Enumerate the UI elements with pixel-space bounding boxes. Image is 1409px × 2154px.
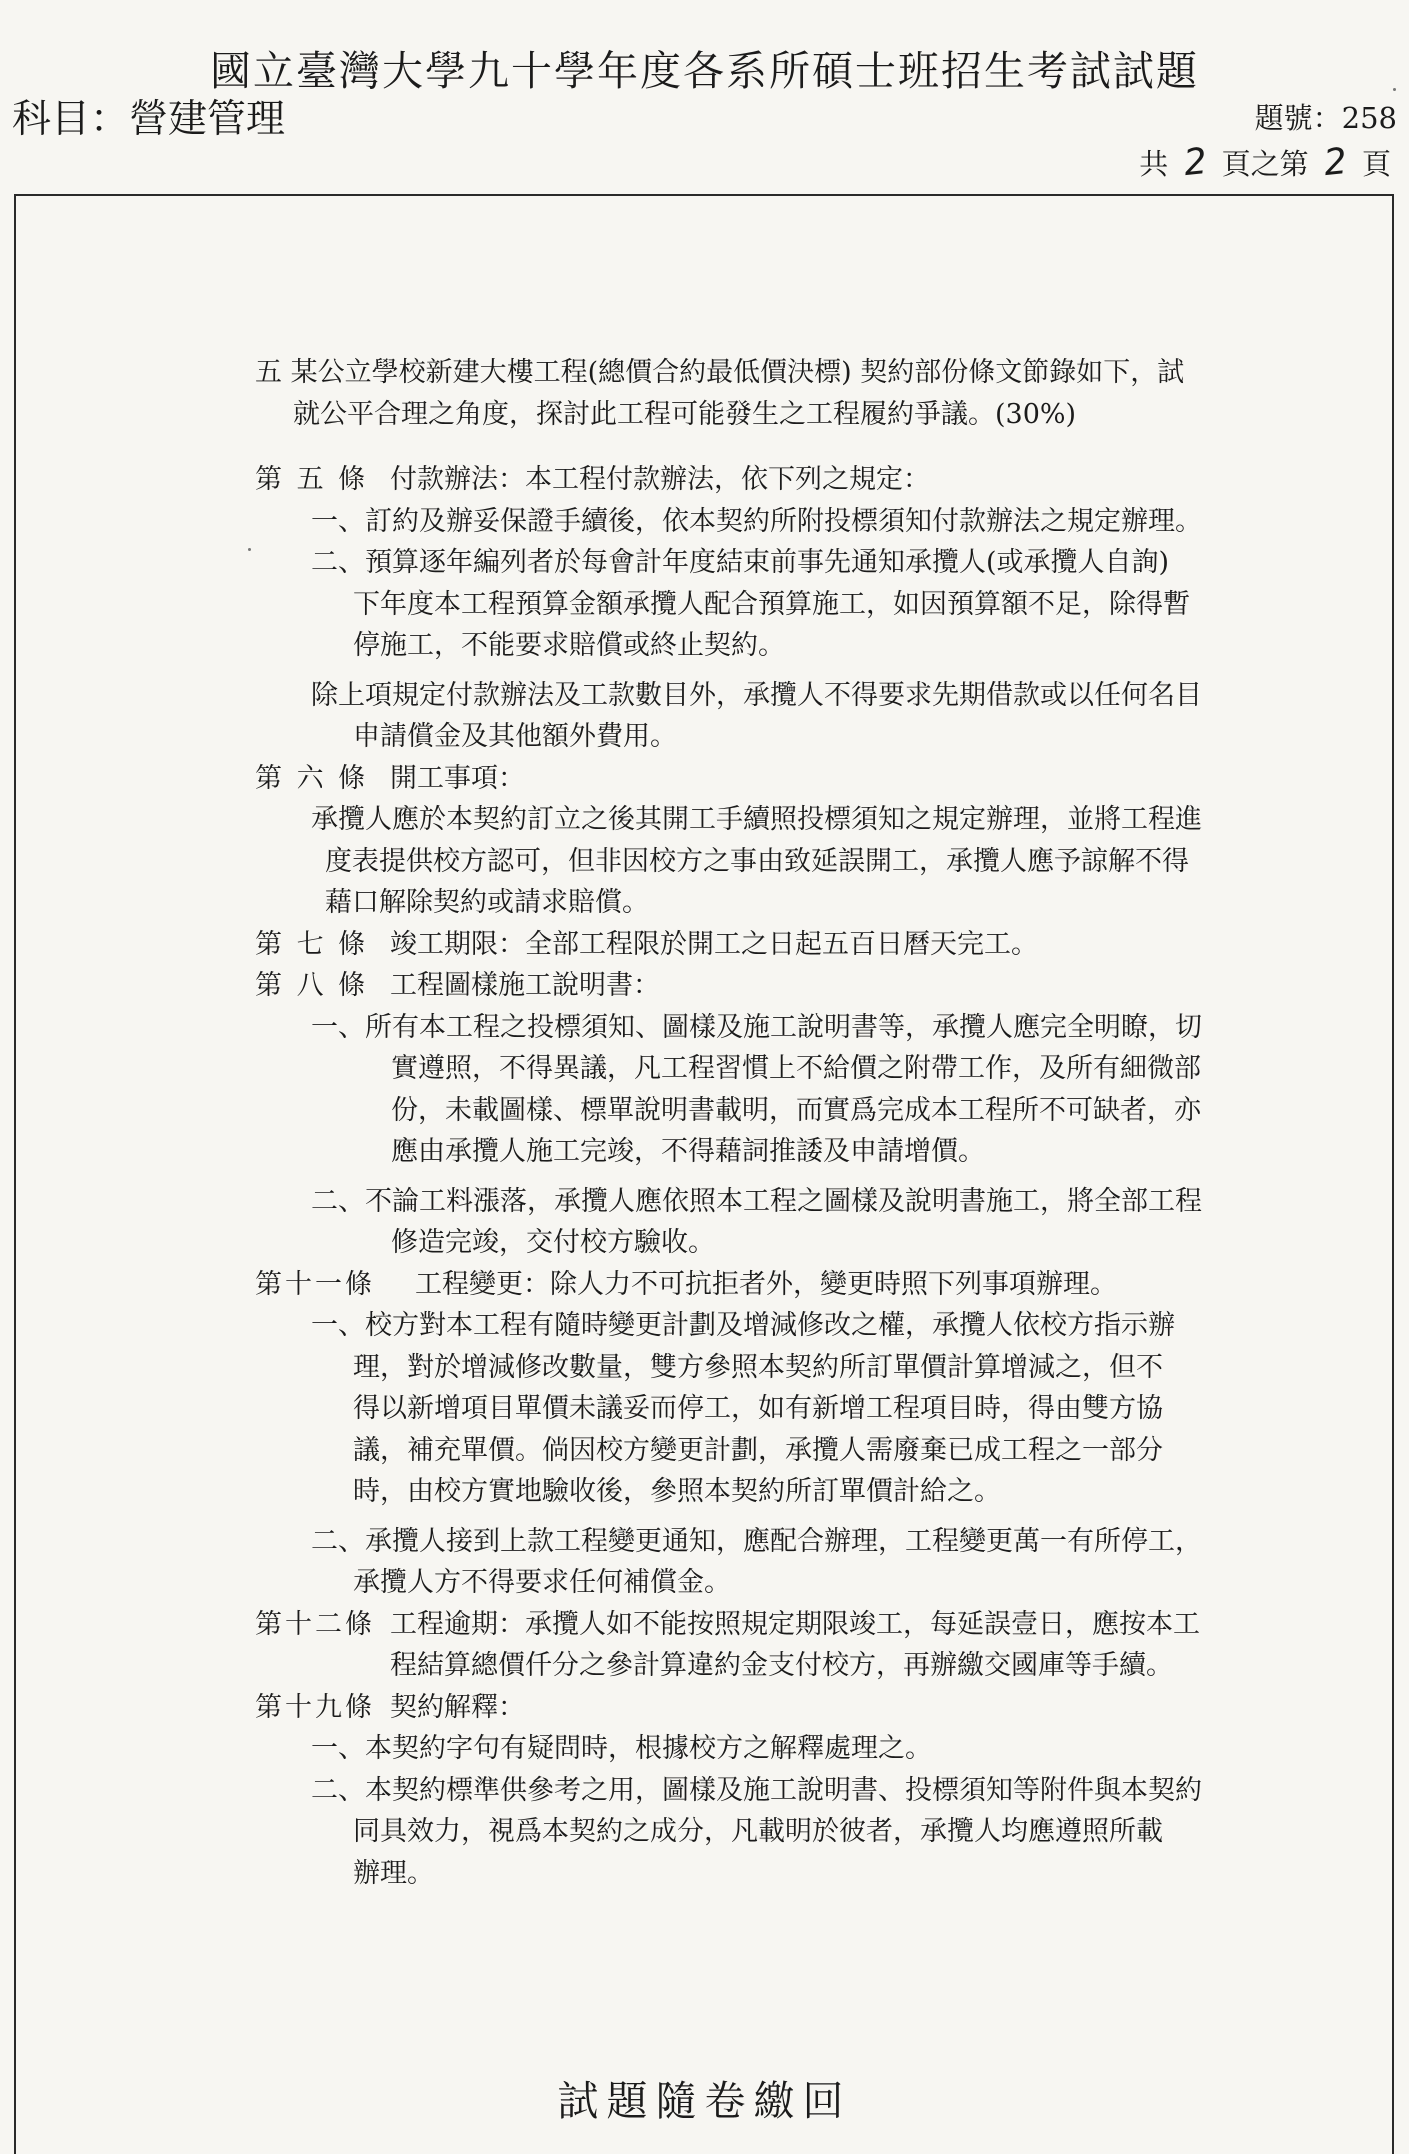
scan-speck xyxy=(248,548,251,551)
article-title: 開工事項： xyxy=(390,762,525,794)
article-12-heading xyxy=(255,1604,1200,1646)
pages-suffix: 頁 xyxy=(1361,147,1391,181)
exam-body xyxy=(255,352,1202,1894)
article-label: 第 五 條 xyxy=(255,464,369,495)
article-title: 付款辦法：本工程付款辦法，依下列之規定： xyxy=(390,464,930,495)
article-11-line: 得以新增項目單價未議妥而停工，如有新增工程項目時，得由雙方協 xyxy=(353,1393,1163,1424)
article-title: 工程變更：除人力不可抗拒者外，變更時照下列事項辦理。 xyxy=(415,1268,1117,1300)
scan-speck xyxy=(1393,88,1396,91)
article-6-line: 度表提供校方認可，但非因校方之事由致延誤開工，承攬人應予諒解不得 xyxy=(325,845,1189,877)
article-title: 工程逾期：承攬人如不能按照規定期限竣工，每延誤壹日，應按本工 xyxy=(390,1608,1200,1640)
article-5-line: 二、預算逐年編列者於每會計年度結束前事先通知承攬人(或承攬人自詢) xyxy=(311,547,1170,578)
pages-prefix: 共 xyxy=(1139,147,1169,181)
article-8-line: 一、所有本工程之投標須知、圖樣及施工說明書等，承攬人應完全明瞭，切 xyxy=(311,1011,1202,1043)
article-19-line: 同具效力，視爲本契約之成分，凡載明於彼者，承攬人均應遵照所載 xyxy=(353,1816,1163,1847)
article-5-heading xyxy=(255,459,1195,501)
article-8-line: 修造完竣，交付校方驗收。 xyxy=(391,1227,715,1258)
article-12-line: 程結算總價仟分之參計算違約金支付校方，再辦繳交國庫等手續。 xyxy=(390,1650,1173,1681)
article-8-line: 實遵照，不得異議，凡工程習慣上不給價之附帶工作，及所有細微部 xyxy=(391,1053,1201,1084)
article-19-heading xyxy=(255,1687,1195,1729)
article-6-line: 承攬人應於本契約訂立之後其開工手續照投標須知之規定辦理，並將工程進 xyxy=(311,804,1202,835)
article-11-line: 一、校方對本工程有隨時變更計劃及增減修改之權，承攬人依校方指示辦 xyxy=(311,1310,1175,1341)
article-11-line: 時，由校方實地驗收後，參照本契約所訂單價計給之。 xyxy=(353,1476,1001,1507)
article-11-line: 理，對於增減修改數量，雙方參照本契約所訂單價計算增減之，但不 xyxy=(353,1351,1163,1383)
pages-current-handwritten: 2 xyxy=(1321,140,1349,185)
article-19-line: 一、本契約字句有疑問時，根據校方之解釋處理之。 xyxy=(311,1733,932,1764)
article-11-line: 承攬人方不得要求任何補償金。 xyxy=(353,1567,731,1598)
question-line-1: 五 某公立學校新建大樓工程(總價合約最低價決標) 契約部份條文節錄如下，試 xyxy=(255,357,1185,388)
article-19-line: 二、本契約標準供參考之用，圖樣及施工說明書、投標須知等附件與本契約 xyxy=(311,1774,1202,1806)
article-label: 第 八 條 xyxy=(255,970,369,1001)
article-5-line: 除上項規定付款辦法及工款數目外，承攬人不得要求先期借款或以任何名目 xyxy=(311,679,1202,711)
article-6-line: 藉口解除契約或請求賠償。 xyxy=(325,887,649,918)
article-19-line: 辦理。 xyxy=(353,1857,434,1889)
article-5-line: 停施工，不能要求賠償或終止契約。 xyxy=(353,630,785,661)
question-line-2: 就公平合理之角度，探討此工程可能發生之工程履約爭議。(30%) xyxy=(293,398,1077,430)
article-11-heading xyxy=(255,1264,1195,1306)
article-label: 第十九條 xyxy=(255,1691,375,1723)
article-5-line: 申請償金及其他額外費用。 xyxy=(353,721,677,752)
article-8-line: 份，未載圖樣、標單說明書載明，而實爲完成本工程所不可缺者，亦 xyxy=(391,1094,1201,1126)
subject-label: 科目：營建管理 xyxy=(12,97,286,142)
article-6-heading xyxy=(255,758,1195,800)
return-exam-note: 試題隨卷繳回 xyxy=(557,2077,852,2125)
page-counter xyxy=(1139,142,1391,183)
pages-middle: 頁之第 xyxy=(1221,147,1309,181)
exam-title: 國立臺灣大學九十學年度各系所碩士班招生考試試題 xyxy=(210,47,1199,95)
article-label: 第 七 條 xyxy=(255,928,369,960)
article-title: 契約解釋： xyxy=(390,1691,525,1723)
article-5-line: 下年度本工程預算金額承攬人配合預算施工，如因預算額不足，除得暫 xyxy=(353,588,1190,620)
question-number: 題號：258 xyxy=(1254,101,1397,135)
article-title: 竣工期限：全部工程限於開工之日起五百日曆天完工。 xyxy=(390,928,1038,960)
pages-total-handwritten: 2 xyxy=(1181,140,1209,185)
article-label: 第十一條 xyxy=(255,1268,375,1300)
article-label: 第十二條 xyxy=(255,1608,375,1640)
article-8-line: 二、不論工料漲落，承攬人應依照本工程之圖樣及說明書施工，將全部工程 xyxy=(311,1185,1202,1217)
article-7-heading xyxy=(255,924,1195,966)
article-8-line: 應由承攬人施工完竣，不得藉詞推諉及申請增價。 xyxy=(391,1136,985,1167)
article-8-heading xyxy=(255,965,1195,1007)
article-title: 工程圖樣施工說明書： xyxy=(390,970,660,1001)
article-5-line: 一、訂約及辦妥保證手續後，依本契約所附投標須知付款辦法之規定辦理。 xyxy=(311,505,1202,537)
article-11-line: 議，補充單價。倘因校方變更計劃，承攬人需廢棄已成工程之一部分 xyxy=(353,1434,1163,1466)
article-11-line: 二、承攬人接到上款工程變更通知，應配合辦理，工程變更萬一有所停工， xyxy=(311,1525,1202,1557)
article-label: 第 六 條 xyxy=(255,762,369,794)
